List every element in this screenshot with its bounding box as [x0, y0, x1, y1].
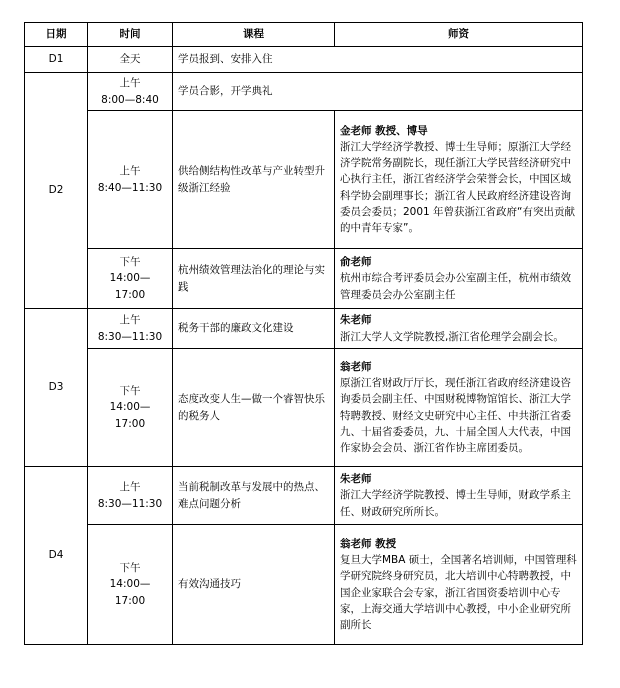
table-row [25, 349, 583, 467]
time-label: 上午 [119, 314, 141, 327]
course-cell: 态度改变人生—做一个睿智快乐的税务人 [173, 349, 335, 467]
teacher-desc: 杭州市综合考评委员会办公室副主任，杭州市绩效管理委员会办公室副主任 [340, 272, 571, 301]
teacher-cell [335, 525, 583, 645]
header-course: 课程 [173, 23, 335, 47]
course-cell: 当前税制改革与发展中的热点、难点问题分析 [173, 467, 335, 525]
time-range: 8:30—11:30 [97, 497, 163, 510]
teacher-name: 翁老师 [340, 360, 372, 373]
time-cell [88, 249, 173, 309]
day-cell: D4 [25, 467, 88, 645]
table-row [25, 111, 583, 249]
table-row [25, 47, 583, 73]
header-day: 日期 [25, 23, 88, 47]
table-row [25, 73, 583, 111]
header-time: 时间 [88, 23, 173, 47]
header-row [25, 23, 583, 47]
course-cell: 有效沟通技巧 [173, 525, 335, 645]
time-start: 14:00— [109, 401, 151, 414]
schedule-table [24, 22, 583, 645]
time-cell [88, 467, 173, 525]
table-row [25, 249, 583, 309]
teacher-name: 朱老师 [340, 314, 372, 327]
time-range: 8:40—11:30 [97, 181, 163, 194]
time-start: 14:00— [109, 272, 151, 285]
course-cell: 税务干部的廉政文化建设 [173, 309, 335, 349]
teacher-name: 金老师 教授、博导 [340, 124, 428, 137]
course-cell: 学员报到、安排入住 [173, 47, 583, 73]
teacher-desc: 浙江大学经济学院教授、博士生导师，财政学系主任、财政研究所所长。 [340, 489, 571, 518]
day-cell: D2 [25, 73, 88, 309]
table-row [25, 525, 583, 645]
teacher-desc: 浙江大学经济学教授、博士生导师；原浙江大学经济学院常务副院长，现任浙江大学民营经济研究中心执行主任，浙江省经济学会荣誉会长，中国区域科学协会副理事长；浙江省人民政府经济建设咨询委员会委员；2001 年曾获浙江省政府“有突出贡献的中青年专家”。 [340, 140, 575, 235]
time-cell [88, 73, 173, 111]
time-cell [88, 525, 173, 645]
course-cell: 学员合影，开学典礼 [173, 73, 583, 111]
time-label: 下午 [119, 385, 141, 398]
teacher-cell [335, 467, 583, 525]
time-label: 下午 [119, 256, 141, 269]
teacher-name: 俞老师 [340, 256, 372, 269]
time-label: 上午 [119, 77, 141, 90]
course-cell: 杭州绩效管理法治化的理论与实践 [173, 249, 335, 309]
time-end: 17:00 [114, 288, 146, 301]
time-cell [88, 309, 173, 349]
time-label: 下午 [119, 562, 141, 575]
time-end: 17:00 [114, 417, 146, 430]
teacher-cell [335, 349, 583, 467]
course-cell: 供给侧结构性改革与产业转型升级浙江经验 [173, 111, 335, 249]
time-range: 8:30—11:30 [97, 330, 163, 343]
teacher-cell [335, 111, 583, 249]
time-cell [88, 111, 173, 249]
time-cell [88, 349, 173, 467]
day-cell: D1 [25, 47, 88, 73]
teacher-name: 翁老师 教授 [340, 537, 397, 550]
teacher-name: 朱老师 [340, 473, 372, 486]
time-range: 8:00—8:40 [101, 93, 159, 106]
time-end: 17:00 [114, 594, 146, 607]
header-teacher: 师资 [335, 23, 583, 47]
day-cell: D3 [25, 309, 88, 467]
time-cell: 全天 [88, 47, 173, 73]
time-label: 上午 [119, 165, 141, 178]
time-label: 上午 [119, 481, 141, 494]
teacher-cell [335, 309, 583, 349]
teacher-cell [335, 249, 583, 309]
table-row [25, 467, 583, 525]
teacher-desc: 原浙江省财政厅厅长，现任浙江省政府经济建设咨询委员会副主任、中国财税博物馆馆长、浙江大学特聘教授、财经文史研究中心主任、中共浙江省委九、十届省委委员，九、十届全国人大代表，中国作家协会会员、浙江省作协主席团委员。 [340, 376, 571, 455]
teacher-desc: 复旦大学MBA 硕士，全国著名培训师，中国管理科学研究院终身研究员，北大培训中心特聘教授，中国企业家联合会专家，浙江省国资委培训中心专家，上海交通大学培训中心教授，中小企业研究所副所长 [340, 553, 577, 632]
time-start: 14:00— [109, 578, 151, 591]
table-row [25, 309, 583, 349]
teacher-desc: 浙江大学人文学院教授,浙江省伦理学会副会长。 [340, 330, 564, 343]
